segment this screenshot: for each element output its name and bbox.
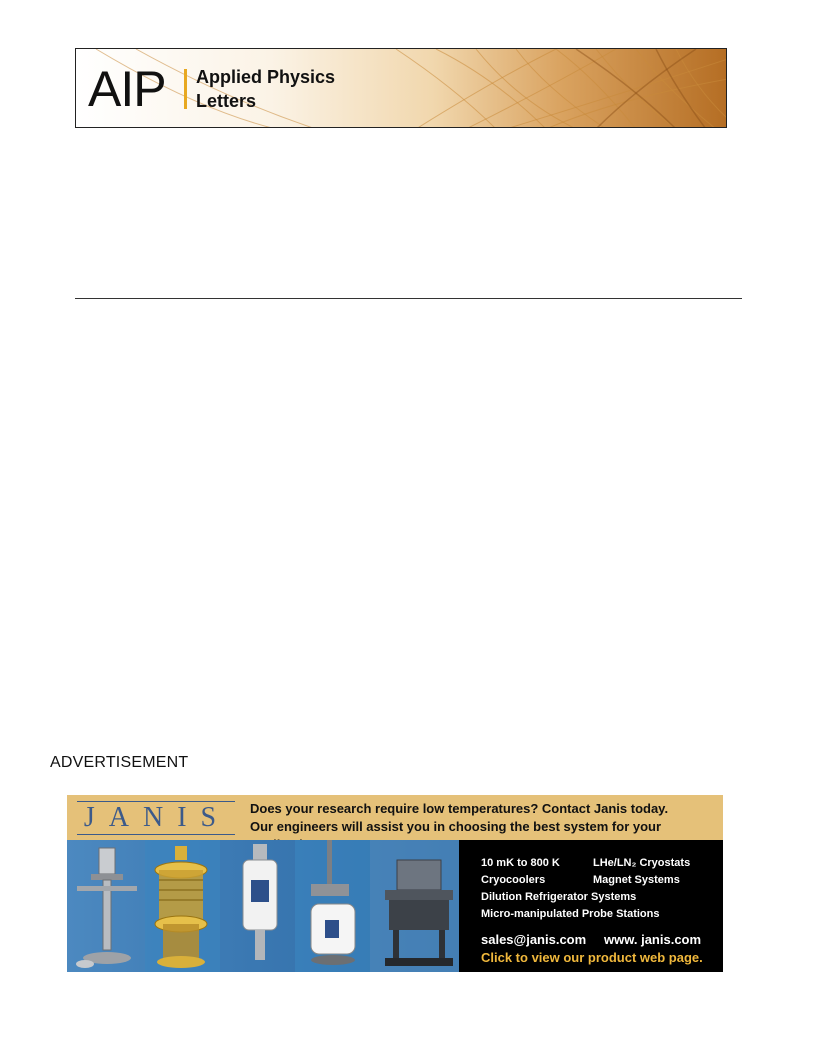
janis-logo — [77, 799, 237, 837]
feature-cryocoolers: Cryocoolers — [481, 874, 546, 886]
contact-email-link[interactable]: sales@janis.com — [481, 932, 587, 947]
product-page-link[interactable]: Click to view our product web page. — [481, 950, 703, 965]
logo-divider — [184, 69, 187, 109]
feature-cryostats: LHe/LN₂ Cryostats — [593, 857, 691, 869]
ad-headline-line2: Our engineers will assist you in choosing the best system for your — [250, 819, 662, 834]
ad-header-strip — [67, 795, 723, 840]
feature-temp-range: 10 mK to 800 K — [481, 857, 560, 869]
journal-banner[interactable] — [75, 48, 727, 128]
janis-logo-rule-bottom — [77, 834, 235, 835]
horizontal-divider — [75, 298, 742, 299]
banner-streaks-decoration — [76, 49, 727, 128]
advertisement-label: ADVERTISEMENT — [50, 754, 189, 771]
journal-name-line1: Applied Physics — [196, 67, 336, 87]
feature-magnets: Magnet Systems — [593, 874, 680, 886]
feature-probe-stations: Micro-manipulated Probe Stations — [481, 908, 660, 920]
cryostat-product-photos — [67, 840, 459, 972]
white-dewar-image — [243, 844, 277, 960]
cryostat-illustrations — [67, 840, 459, 972]
janis-logo-text: JANIS — [83, 802, 231, 833]
website-link[interactable]: www. janis.com — [604, 932, 702, 947]
journal-name-line2: Letters — [196, 91, 257, 111]
probe-station-image — [76, 848, 137, 968]
journal-name — [196, 65, 335, 113]
ad-info-panel — [459, 840, 723, 972]
ad-headline-line1: Does your research require low temperatures? Contact Janis today. — [250, 801, 669, 816]
janis-advertisement[interactable] — [67, 795, 723, 972]
aip-logo-text: AIP — [88, 61, 166, 117]
feature-dilution: Dilution Refrigerator Systems — [481, 891, 637, 903]
